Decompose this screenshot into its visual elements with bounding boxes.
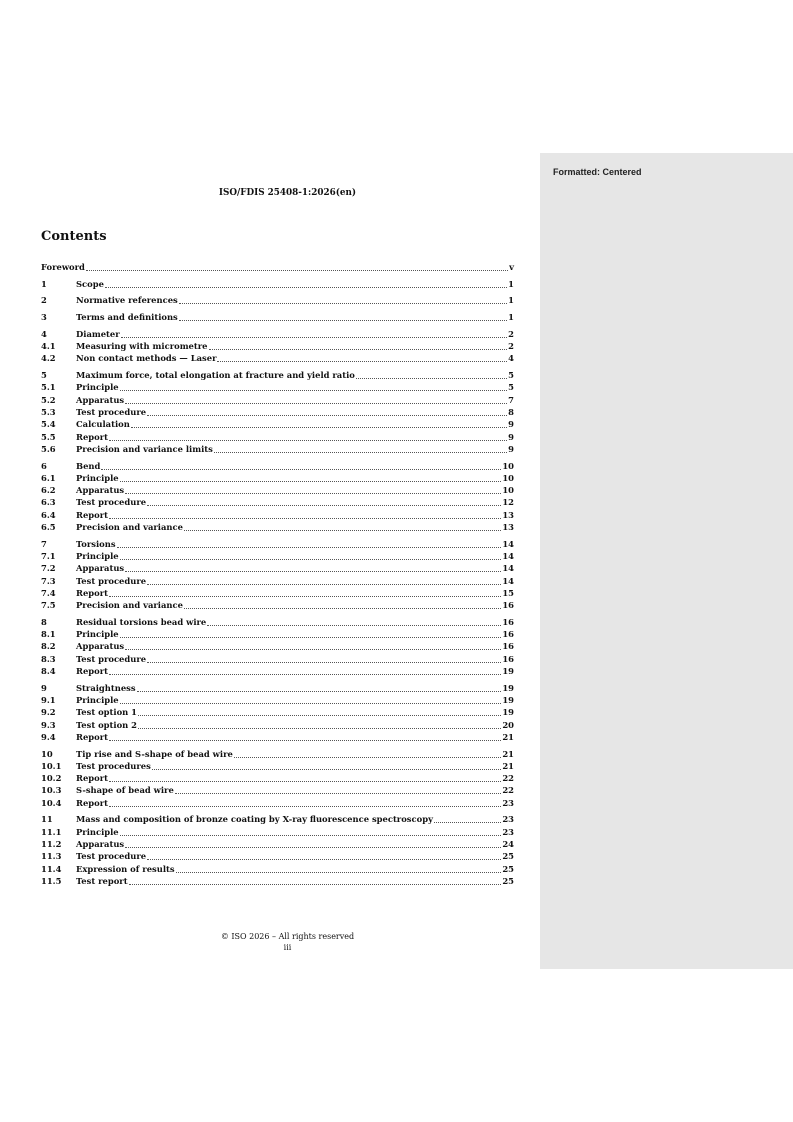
toc-entry-title: Apparatus <box>76 394 125 405</box>
toc-dot-leader <box>125 641 501 650</box>
toc-group <box>41 311 514 323</box>
toc-dot-leader <box>217 353 507 362</box>
toc-entry-title: Test option 1 <box>76 707 138 718</box>
toc-entry[interactable] <box>41 484 514 496</box>
toc-entry-title: Report <box>76 587 109 598</box>
toc-entry[interactable] <box>41 431 514 443</box>
toc-entry-number: 11.1 <box>41 826 62 837</box>
page-footer <box>40 932 535 953</box>
toc-dot-leader <box>138 720 501 729</box>
toc-entry-number: 8.2 <box>41 641 56 652</box>
toc-dot-leader <box>129 876 502 885</box>
toc-entry-page: 1 <box>508 312 514 323</box>
toc-dot-leader <box>109 773 501 782</box>
toc-entry[interactable] <box>41 682 514 694</box>
toc-entry-page: v <box>509 262 514 272</box>
toc-dot-leader <box>179 295 507 304</box>
toc-entry-number: 5 <box>41 370 47 381</box>
toc-dot-leader <box>184 522 501 531</box>
toc-entry-page: 14 <box>502 538 514 549</box>
toc-entry-number: 10.1 <box>41 760 62 771</box>
toc-entry-number: 8.3 <box>41 653 56 664</box>
toc-entry-title: Terms and definitions <box>76 312 178 323</box>
toc-entry-title: Test procedure <box>76 851 147 862</box>
toc-entry-title: Maximum force, total elongation at fracture and yield ratio <box>76 370 355 381</box>
toc-entry-title: Calculation <box>76 419 130 430</box>
toc-entry[interactable] <box>41 863 514 875</box>
toc-entry-page: 14 <box>502 575 514 586</box>
toc-dot-leader <box>147 497 501 506</box>
toc-entry-page: 19 <box>502 682 514 693</box>
toc-entry-number: 11.5 <box>41 875 62 886</box>
toc-entry[interactable] <box>41 628 514 640</box>
toc-entry[interactable] <box>41 394 514 406</box>
toc-entry-title: Test procedure <box>76 653 147 664</box>
toc-entry-title: Principle <box>76 826 119 837</box>
toc-entry-title: Principle <box>76 472 119 483</box>
toc-entry[interactable] <box>41 496 514 508</box>
toc-entry-page: 12 <box>502 497 514 508</box>
toc-entry-title: Foreword <box>41 262 85 272</box>
toc-dot-leader <box>147 576 501 585</box>
toc-entry-page: 4 <box>508 353 514 364</box>
toc-entry-title: Principle <box>76 550 119 561</box>
toc-entry-number: 9.3 <box>41 719 56 730</box>
toc-dot-leader <box>175 785 502 794</box>
toc-entry-title: Principle <box>76 382 119 393</box>
toc-entry[interactable] <box>41 550 514 562</box>
toc-entry[interactable] <box>41 731 514 743</box>
toc-dot-leader <box>109 588 501 597</box>
toc-entry[interactable] <box>41 772 514 784</box>
toc-entry-number: 7.4 <box>41 587 56 598</box>
toc-entry-number: 9 <box>41 682 47 693</box>
table-of-contents <box>41 261 514 892</box>
toc-entry[interactable] <box>41 460 514 472</box>
toc-entry-page: 2 <box>508 341 514 352</box>
toc-entry-page: 15 <box>502 587 514 598</box>
toc-dot-leader <box>120 551 502 560</box>
toc-dot-leader <box>207 617 501 626</box>
toc-group <box>41 616 514 677</box>
toc-entry[interactable] <box>41 521 514 533</box>
toc-entry[interactable] <box>41 653 514 665</box>
document-header: ISO/FDIS 25408-1:2026(en) <box>218 188 357 198</box>
toc-entry-title: Principle <box>76 629 119 640</box>
toc-entry-number: 6.5 <box>41 521 56 532</box>
toc-dot-leader <box>209 341 508 350</box>
toc-entry-title: Normative references <box>76 295 178 306</box>
toc-entry-title: Report <box>76 797 109 808</box>
toc-entry-page: 5 <box>508 382 514 393</box>
copyright-notice: © ISO 2026 – All rights reserved <box>220 932 355 941</box>
toc-entry-title: Apparatus <box>76 839 125 850</box>
toc-entry[interactable] <box>41 826 514 838</box>
toc-entry-number: 9.1 <box>41 695 56 706</box>
toc-entry-title: Torsions <box>76 538 116 549</box>
toc-entry-page: 19 <box>502 707 514 718</box>
toc-group <box>41 278 514 290</box>
toc-entry-page: 22 <box>502 773 514 784</box>
toc-entry-title: Mass and composition of bronze coating by X-ray fluorescence spectroscopy <box>76 814 433 825</box>
toc-entry-title: Test procedure <box>76 575 147 586</box>
toc-entry[interactable] <box>41 509 514 521</box>
toc-group <box>41 538 514 612</box>
toc-dot-leader <box>147 851 501 860</box>
toc-entry-page: 24 <box>502 839 514 850</box>
toc-entry-number: 8 <box>41 616 47 627</box>
toc-group <box>41 294 514 306</box>
toc-entry-title: Bend <box>76 460 101 471</box>
toc-entry[interactable] <box>41 369 514 381</box>
toc-dot-leader <box>184 600 501 609</box>
toc-entry[interactable] <box>41 352 514 364</box>
toc-entry-page: 25 <box>502 875 514 886</box>
toc-entry-number: 6.1 <box>41 472 56 483</box>
toc-entry-title: Non contact methods — Laser <box>76 353 217 364</box>
toc-entry-title: Report <box>76 773 109 784</box>
toc-entry-number: 10.3 <box>41 785 62 796</box>
toc-entry-page: 5 <box>508 370 514 381</box>
toc-entry[interactable] <box>41 294 514 306</box>
toc-entry-number: 5.2 <box>41 394 56 405</box>
toc-entry[interactable] <box>41 760 514 772</box>
toc-entry-page: 14 <box>502 563 514 574</box>
toc-entry[interactable] <box>41 562 514 574</box>
toc-entry-page: 16 <box>502 616 514 627</box>
toc-dot-leader <box>109 510 501 519</box>
toc-entry-number: 11.3 <box>41 851 62 862</box>
toc-entry-title: S-shape of bead wire <box>76 785 174 796</box>
toc-dot-leader <box>137 683 502 692</box>
toc-entry-page: 10 <box>502 472 514 483</box>
toc-dot-leader <box>147 654 501 663</box>
toc-dot-leader <box>86 262 508 271</box>
toc-entry-number: 11.2 <box>41 839 62 850</box>
toc-entry-title: Tip rise and S-shape of bead wire <box>76 748 233 759</box>
toc-entry-page: 16 <box>502 653 514 664</box>
toc-entry[interactable] <box>41 311 514 323</box>
toc-entry-page: 10 <box>502 460 514 471</box>
toc-entry-page: 8 <box>508 406 514 417</box>
toc-entry-page: 1 <box>508 295 514 306</box>
toc-entry-title: Precision and variance <box>76 521 183 532</box>
toc-entry-title: Precision and variance limits <box>76 443 213 454</box>
toc-dot-leader <box>125 485 501 494</box>
toc-group <box>41 460 514 534</box>
toc-dot-leader <box>117 539 502 548</box>
toc-entry-number: 6.3 <box>41 497 56 508</box>
toc-group <box>41 813 514 887</box>
toc-dot-leader <box>131 419 507 428</box>
toc-entry-page: 25 <box>502 863 514 874</box>
toc-group <box>41 748 514 809</box>
toc-entry[interactable] <box>41 838 514 850</box>
toc-entry[interactable] <box>41 640 514 652</box>
toc-entry-title: Report <box>76 431 109 442</box>
toc-entry-page: 23 <box>502 797 514 808</box>
toc-entry-title: Principle <box>76 695 119 706</box>
toc-entry-number: 11 <box>41 814 53 825</box>
toc-dot-leader <box>120 382 508 391</box>
toc-group <box>41 261 514 273</box>
toc-entry-page: 9 <box>508 431 514 442</box>
toc-entry[interactable] <box>41 443 514 455</box>
toc-entry-number: 10.4 <box>41 797 62 808</box>
toc-entry-page: 13 <box>502 521 514 532</box>
toc-dot-leader <box>120 629 502 638</box>
toc-dot-leader <box>120 827 502 836</box>
toc-entry[interactable] <box>41 575 514 587</box>
toc-entry-number: 10 <box>41 748 53 759</box>
toc-entry-title: Scope <box>76 278 104 289</box>
toc-entry-number: 2 <box>41 295 47 306</box>
toc-entry[interactable] <box>41 418 514 430</box>
toc-entry-title: Test option 2 <box>76 719 138 730</box>
toc-entry[interactable] <box>41 694 514 706</box>
toc-dot-leader <box>179 312 507 321</box>
toc-entry[interactable] <box>41 261 514 273</box>
toc-entry-page: 16 <box>502 641 514 652</box>
toc-entry-number: 6 <box>41 460 47 471</box>
toc-dot-leader <box>434 814 501 823</box>
toc-dot-leader <box>109 798 501 807</box>
toc-entry[interactable] <box>41 875 514 887</box>
toc-entry[interactable] <box>41 784 514 796</box>
toc-entry-page: 21 <box>502 748 514 759</box>
toc-dot-leader <box>121 329 508 338</box>
toc-entry-page: 13 <box>502 509 514 520</box>
toc-entry-page: 21 <box>502 731 514 742</box>
toc-entry-number: 11.4 <box>41 863 62 874</box>
toc-entry[interactable] <box>41 797 514 809</box>
toc-entry-number: 8.1 <box>41 629 56 640</box>
toc-entry-title: Apparatus <box>76 641 125 652</box>
toc-dot-leader <box>125 839 501 848</box>
toc-entry-number: 3 <box>41 312 47 323</box>
toc-entry-number: 4 <box>41 328 47 339</box>
toc-dot-leader <box>234 749 502 758</box>
toc-entry-number: 7.3 <box>41 575 56 586</box>
toc-entry-page: 23 <box>502 826 514 837</box>
toc-entry[interactable] <box>41 599 514 611</box>
toc-entry-page: 10 <box>502 485 514 496</box>
toc-entry-number: 4.1 <box>41 341 56 352</box>
toc-entry-number: 7.1 <box>41 550 56 561</box>
toc-entry-number: 1 <box>41 278 47 289</box>
toc-entry-title: Test procedure <box>76 497 147 508</box>
toc-dot-leader <box>120 695 502 704</box>
toc-entry-page: 14 <box>502 550 514 561</box>
toc-entry-page: 9 <box>508 443 514 454</box>
toc-entry[interactable] <box>41 813 514 825</box>
toc-entry-page: 20 <box>502 719 514 730</box>
toc-entry[interactable] <box>41 748 514 760</box>
toc-dot-leader <box>356 370 507 379</box>
toc-entry-title: Straightness <box>76 682 136 693</box>
toc-entry-title: Test procedure <box>76 406 147 417</box>
toc-group <box>41 328 514 365</box>
toc-dot-leader <box>176 864 502 873</box>
toc-entry[interactable] <box>41 587 514 599</box>
toc-entry-title: Apparatus <box>76 563 125 574</box>
toc-entry-page: 21 <box>502 760 514 771</box>
toc-dot-leader <box>105 279 507 288</box>
toc-entry[interactable] <box>41 381 514 393</box>
toc-dot-leader <box>214 444 507 453</box>
toc-entry[interactable] <box>41 278 514 290</box>
toc-entry-number: 7.2 <box>41 563 56 574</box>
toc-entry-title: Precision and variance <box>76 600 183 611</box>
toc-group <box>41 369 514 455</box>
toc-entry[interactable] <box>41 472 514 484</box>
toc-entry-page: 25 <box>502 851 514 862</box>
toc-entry[interactable] <box>41 665 514 677</box>
toc-dot-leader <box>147 407 507 416</box>
toc-entry-number: 6.2 <box>41 485 56 496</box>
toc-dot-leader <box>109 432 507 441</box>
toc-entry-page: 23 <box>502 814 514 825</box>
toc-dot-leader <box>125 563 501 572</box>
toc-entry-title: Report <box>76 666 109 677</box>
toc-entry-number: 10.2 <box>41 773 62 784</box>
toc-entry-title: Test procedures <box>76 760 151 771</box>
comment-pane <box>540 153 793 969</box>
toc-entry-page: 19 <box>502 695 514 706</box>
toc-entry-page: 1 <box>508 278 514 289</box>
toc-entry-title: Apparatus <box>76 485 125 496</box>
toc-entry-number: 5.6 <box>41 443 56 454</box>
toc-entry-number: 5.1 <box>41 382 56 393</box>
toc-dot-leader <box>120 473 502 482</box>
toc-entry-page: 2 <box>508 328 514 339</box>
toc-entry[interactable] <box>41 328 514 340</box>
page-number: iii <box>283 942 292 952</box>
toc-entry-number: 5.3 <box>41 406 56 417</box>
toc-entry-page: 19 <box>502 666 514 677</box>
toc-entry-number: 5.5 <box>41 431 56 442</box>
toc-dot-leader <box>152 761 502 770</box>
toc-entry-number: 4.2 <box>41 353 56 364</box>
toc-entry-number: 7.5 <box>41 600 56 611</box>
toc-entry-page: 22 <box>502 785 514 796</box>
toc-entry[interactable] <box>41 406 514 418</box>
toc-entry[interactable] <box>41 616 514 628</box>
contents-heading: Contents <box>41 229 107 244</box>
toc-entry-title: Expression of results <box>76 863 175 874</box>
toc-entry-title: Report <box>76 731 109 742</box>
toc-entry-page: 16 <box>502 600 514 611</box>
toc-entry-number: 8.4 <box>41 666 56 677</box>
toc-dot-leader <box>109 666 501 675</box>
toc-entry[interactable] <box>41 340 514 352</box>
toc-entry-page: 16 <box>502 629 514 640</box>
toc-entry-number: 9.2 <box>41 707 56 718</box>
toc-entry[interactable] <box>41 706 514 718</box>
toc-entry-number: 6.4 <box>41 509 56 520</box>
toc-entry-title: Residual torsions bead wire <box>76 616 207 627</box>
toc-dot-leader <box>125 395 507 404</box>
toc-entry-title: Diameter <box>76 328 120 339</box>
toc-dot-leader <box>138 707 501 716</box>
toc-entry-number: 9.4 <box>41 731 56 742</box>
toc-entry[interactable] <box>41 538 514 550</box>
toc-group <box>41 682 514 743</box>
toc-entry-page: 9 <box>508 419 514 430</box>
toc-entry-number: 7 <box>41 538 47 549</box>
toc-dot-leader <box>109 732 501 741</box>
comment-format-label: Formatted: Centered <box>553 167 642 177</box>
toc-entry[interactable] <box>41 850 514 862</box>
toc-entry-title: Measuring with micrometre <box>76 341 208 352</box>
toc-entry-title: Report <box>76 509 109 520</box>
toc-dot-leader <box>101 461 501 470</box>
toc-entry-page: 7 <box>508 394 514 405</box>
toc-entry-title: Test report <box>76 875 128 886</box>
toc-entry-number: 5.4 <box>41 419 56 430</box>
toc-entry[interactable] <box>41 719 514 731</box>
